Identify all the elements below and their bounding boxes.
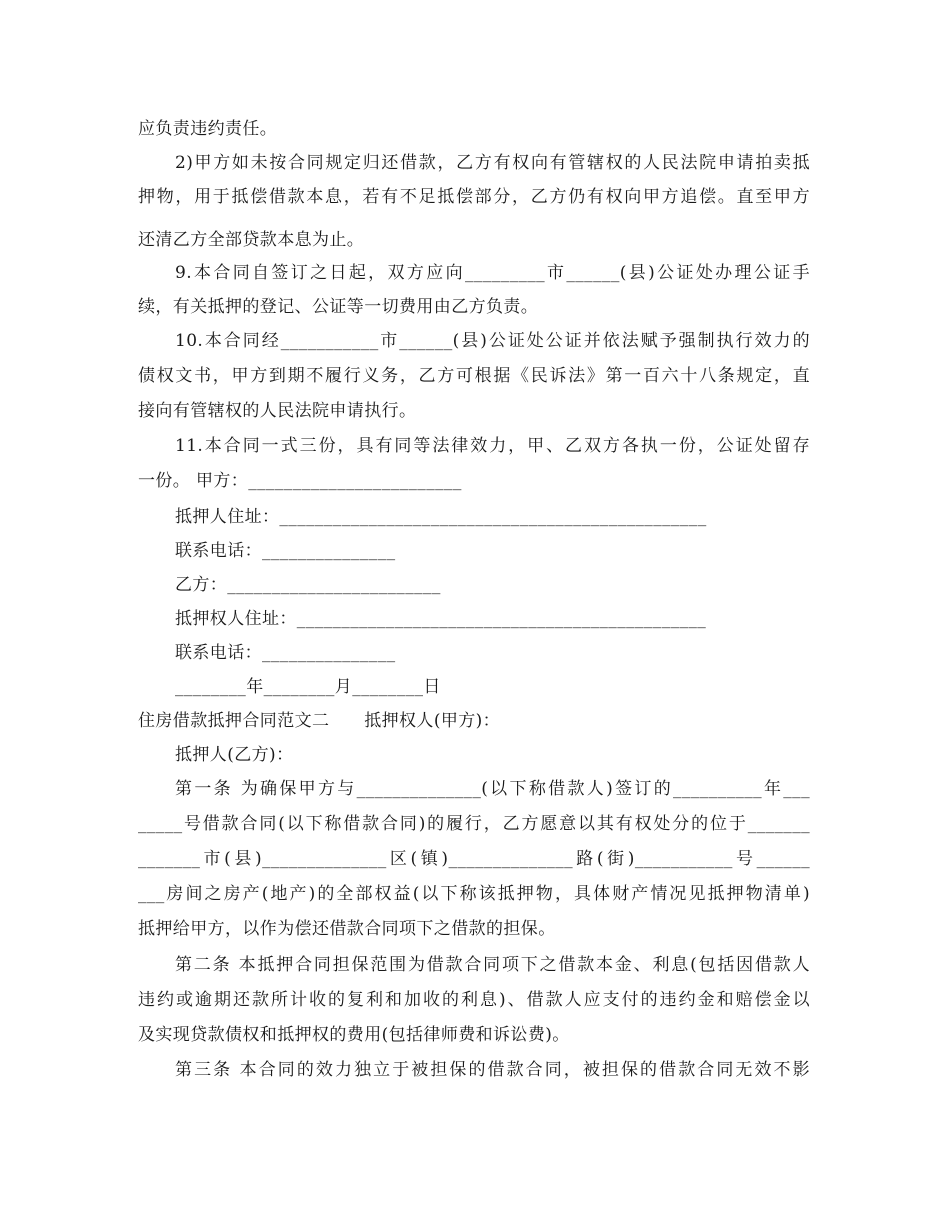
text-line: 抵押给甲方，以作为偿还借款合同项下之借款的担保。 [138, 919, 556, 939]
party-b-field: 乙方：________________________ [175, 575, 441, 595]
text-line: 第三条 本合同的效力独立于被担保的借款合同，被担保的借款合同无效不影 [175, 1060, 810, 1080]
section-heading: 住房借款抵押合同范文二 抵押权人(甲方)： [138, 711, 501, 731]
text-line: 抵押人(乙方)： [175, 745, 294, 765]
text-line: 押物，用于抵偿借款本息，若有不足抵偿部分，乙方仍有权向甲方追偿。直至甲方 [138, 187, 810, 207]
text-line: ___房间之房产(地产)的全部权益(以下称该抵押物，具体财产情况见抵押物清单) [138, 884, 810, 904]
text-line: 9.本合同自签订之日起，双方应向_________市______(县)公证处办理公证手 [175, 263, 810, 283]
text-line: 第一条 为确保甲方与______________(以下称借款人)签订的__________年___ [175, 779, 810, 799]
text-line: 接向有管辖权的人民法院申请执行。 [138, 401, 417, 421]
text-line: 债权文书，甲方到期不履行义务，乙方可根据《民诉法》第一百六十八条规定，直 [138, 366, 810, 386]
text-line: 还清乙方全部贷款本息为止。 [138, 230, 365, 250]
party-a-phone-field: 联系电话：_______________ [175, 541, 396, 561]
text-line: _______市(县)______________区(镇)______________路(街)___________号______ [138, 849, 810, 869]
mortgagor-address-field: 抵押人住址：________________________________________________ [175, 507, 707, 527]
text-line: 违约或逾期还款所计收的复利和加收的利息)、借款人应支付的违约金和赔偿金以 [138, 990, 810, 1010]
mortgagee-address-field: 抵押权人住址：______________________________________________ [175, 609, 707, 629]
text-line: 第二条 本抵押合同担保范围为借款合同项下之借款本金、利息(包括因借款人 [175, 955, 810, 975]
text-line: 及实现贷款债权和抵押权的费用(包括律师费和诉讼费)。 [138, 1025, 570, 1045]
text-line: 10.本合同经___________市______(县)公证处公证并依法赋予强制执行效力的 [175, 331, 810, 351]
text-line: 应负责违约责任。 [138, 119, 278, 139]
text-line: 11.本合同一式三份，具有同等法律效力，甲、乙双方各执一份，公证处留存 [175, 436, 810, 456]
text-line: 一份。 甲方：________________________ [138, 471, 462, 491]
text-line: 2)甲方如未按合同规定归还借款，乙方有权向有管辖权的人民法院申请拍卖抵 [175, 153, 810, 173]
text-line: 续，有关抵押的登记、公证等一切费用由乙方负责。 [138, 297, 539, 317]
party-b-phone-field: 联系电话：_______________ [175, 643, 396, 663]
date-field: ________年________月________日 [175, 677, 441, 697]
text-line: _____号借款合同(以下称借款合同)的履行，乙方愿意以其有权处分的位于_______ [138, 814, 810, 834]
